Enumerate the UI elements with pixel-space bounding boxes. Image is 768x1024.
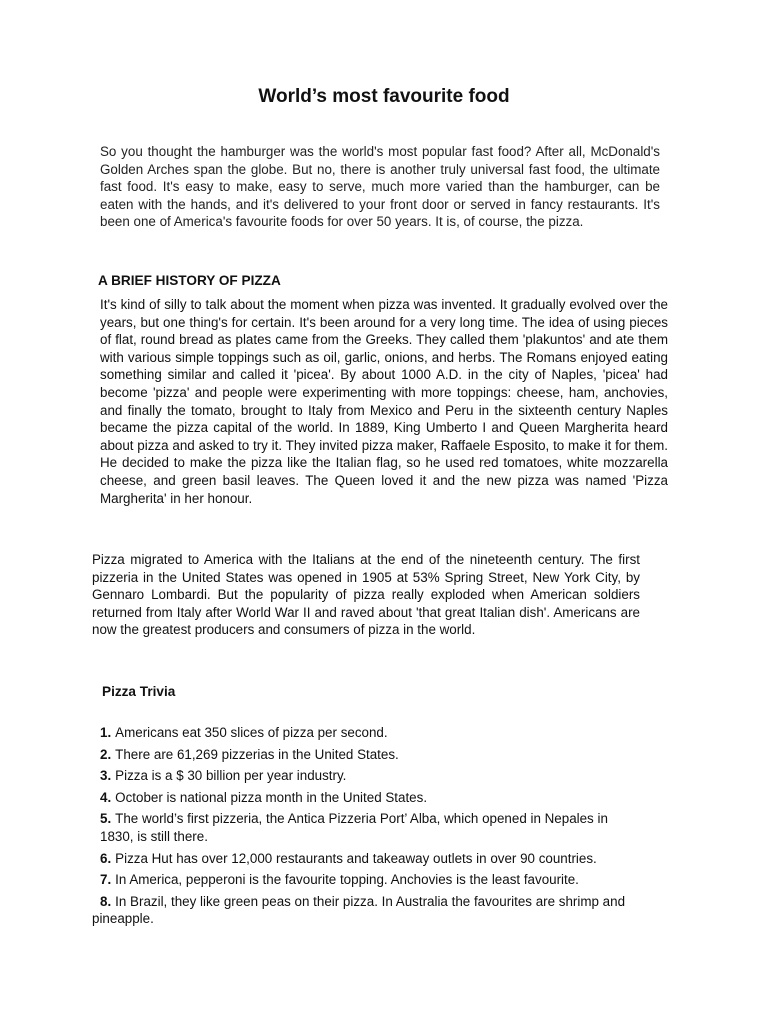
trivia-text: In Brazil, they like green peas on their pizza. In Australia the favourites are shrimp and — [115, 893, 626, 909]
migration-paragraph: Pizza migrated to America with the Italians at the end of the nineteenth century. The first pizzeria in the United States was opened in 1905 at 53% Spring Street, New York City, by Gennaro Lombardi. But the popularity of pizza really exploded when American soldiers returned from Italy after World War II and raved about 'that great Italian dish'. Americans are now the greatest producers and consumers of pizza in the world. — [92, 552, 640, 638]
trivia-item — [92, 746, 662, 764]
trivia-text-continued: 1830, is still there. — [100, 828, 208, 844]
trivia-item — [92, 724, 662, 742]
trivia-number: 8. — [100, 893, 112, 909]
trivia-item — [92, 767, 662, 785]
history-heading: A BRIEF HISTORY OF PIZZA — [98, 273, 281, 288]
trivia-text: Americans eat 350 slices of pizza per second. — [115, 725, 388, 740]
trivia-number: 1. — [100, 725, 112, 740]
trivia-heading: Pizza Trivia — [102, 684, 176, 699]
trivia-text: Pizza Hut has over 12,000 restaurants and takeaway outlets in over 90 countries. — [115, 850, 597, 866]
trivia-text-continued: pineapple. — [92, 911, 154, 927]
trivia-number: 4. — [100, 789, 112, 805]
trivia-number: 5. — [100, 811, 112, 827]
history-paragraph: It's kind of silly to talk about the moment when pizza was invented. It gradually evolved over the years, but one thing's for certain. It's been around for a very long time. The idea of using pieces of flat, round bread as plates came from the Greeks. They called them 'plakuntos' and ate them with various simple toppings such as oil, garlic, onions, and herbs. The Romans enjoyed eating something similar and called it 'picea'. By about 1000 A.D. in the city of Naples, 'picea' had become 'pizza' and people were experimenting with more toppings: cheese, ham, anchovies, and finally the tomato, brought to Italy from Mexico and Peru in the sixteenth century Naples became the pizza capital of the world. In 1889, King Umberto I and Queen Margherita heard about pizza and asked to try it. They invited pizza maker, Raffaele Esposito, to make it for them. He decided to make the pizza like the Italian flag, so he used red tomatoes, white mozzarella cheese, and green basil leaves. The Queen loved it and the new pizza was named 'Pizza Margherita' in her honour. — [100, 297, 668, 506]
trivia-text: Pizza is a $ 30 billion per year industry. — [115, 768, 347, 784]
trivia-number: 3. — [100, 768, 112, 784]
trivia-text: October is national pizza month in the United States. — [115, 789, 428, 805]
trivia-number: 6. — [100, 850, 112, 866]
trivia-item — [92, 810, 662, 845]
trivia-item — [92, 850, 662, 868]
trivia-item — [92, 871, 662, 889]
trivia-text: The world’s first pizzeria, the Antica Pizzeria Port’ Alba, which opened in Nepales in — [115, 811, 608, 827]
trivia-item — [92, 893, 662, 928]
trivia-text: There are 61,269 pizzerias in the United States. — [115, 746, 399, 762]
trivia-item — [92, 789, 662, 807]
intro-paragraph: So you thought the hamburger was the world's most popular fast food? After all, McDonald's Golden Arches span the globe. But no, there is another truly universal fast food, the ultimate fast food. It's easy to make, easy to serve, much more varied than the hamburger, can be eaten with the hands, and it's delivered to your front door or served in fancy restaurants. It's been one of America's favourite foods for over 50 years. It is, of course, the pizza. — [100, 144, 660, 230]
trivia-number: 7. — [100, 872, 112, 888]
trivia-list — [92, 724, 662, 932]
document-title: World’s most favourite food — [258, 86, 510, 107]
trivia-number: 2. — [100, 746, 112, 762]
trivia-text: In America, pepperoni is the favourite topping. Anchovies is the least favourite. — [115, 872, 579, 888]
